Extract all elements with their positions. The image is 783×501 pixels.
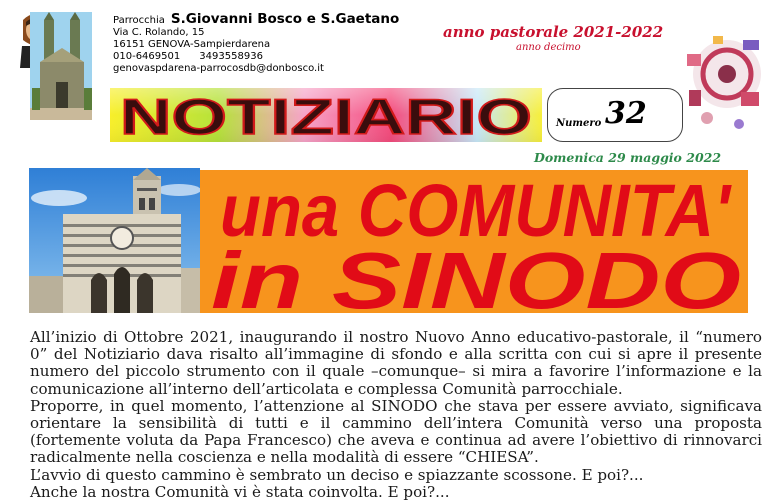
parish-phones: 010-6469501 3493558936 (113, 51, 263, 62)
paragraph-2: Proporre, in quel momento, l’attenzione al SINODO che stava per essere avviato, significava orientare la sensibilità di tutti e il cammino dell’intera Comunità verso una proposta (fortemente voluta da Papa Francesco) che aveva e continua ad avere l’obiettivo di rinnovarci radicalmente nella coscienza e nella modalità di essere “CHIESA”. (30, 396, 762, 467)
pastoral-year-subtitle: anno decimo (516, 42, 581, 53)
parish-address: Via C. Rolando, 15 (113, 27, 205, 38)
church-photo (30, 12, 92, 120)
infographic-illustration (683, 30, 763, 135)
parish-name: S.Giovanni Bosco e S.Gaetano (170, 11, 400, 27)
parish-email[interactable]: genovaspdarena-parrocosdb@donbosco.it (113, 63, 324, 74)
banner-line2-text: in SINODO (211, 238, 741, 316)
parish-info (113, 13, 399, 75)
cathedral-photo (29, 168, 200, 313)
parish-city: 16151 GENOVA-Sampierdarena (113, 39, 271, 50)
pastoral-year: anno pastorale 2021-2022 (443, 23, 664, 41)
article-body (30, 329, 762, 501)
banner-line1-text: una COMUNITA' (220, 169, 733, 246)
banner-title-line1 (205, 166, 745, 246)
paragraph-1: All’inizio di Ottobre 2021, inaugurando il nostro Nuovo Anno educativo-pastorale, il “numero 0” del Notiziario dava risalto all’immagine di sfondo e alla scritta con cui si apre il presente numero del piccolo strumento con il quale –comunque– si mira a favorire l’informazione e la comunicazione all’interno dell’articolata e complessa Comunità parrocchiale. (30, 328, 762, 398)
banner-title-line2 (200, 238, 748, 316)
issue-number-label: Numero (556, 118, 602, 129)
parish-label: Parrocchia (113, 15, 165, 26)
issue-number: 32 (605, 96, 647, 131)
paragraph-3: L’avvio di questo cammino è sembrato un deciso e spiazzante scossone. E poi?... (30, 465, 644, 484)
paragraph-4: Anche la nostra Comunità vi è stata coinvolta. E poi?... (30, 482, 450, 501)
masthead-title: NOTIZIARIO (120, 89, 532, 142)
issue-date: Domenica 29 maggio 2022 (534, 150, 722, 165)
notiziario-masthead (110, 88, 542, 142)
